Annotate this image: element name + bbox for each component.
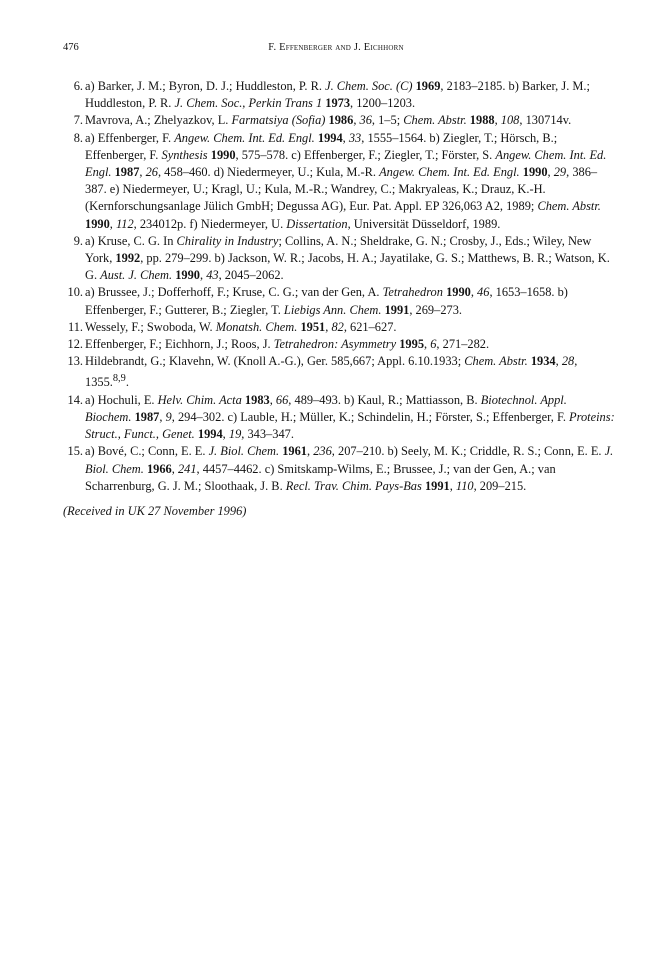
reference-text: a) Brussee, J.; Dofferhoff, F.; Kruse, C. G.; van der Gen, A. Tetrahedron 1990, 46, 1653–1658. b) Effenberger, F.; Gutterer, B.; Ziegler, T. Liebigs Ann. Chem. 1991, 269–273. (85, 285, 568, 317)
page-number: 476 (63, 42, 79, 53)
reference-item (63, 112, 615, 129)
reference-item (63, 353, 615, 392)
running-head (63, 40, 609, 56)
reference-number: 6. (73, 79, 83, 93)
reference-number: 14. (67, 392, 83, 407)
reference-item (63, 233, 615, 285)
reference-item (63, 336, 615, 353)
reference-item (63, 443, 615, 495)
reference-list (63, 78, 615, 495)
reference-text: a) Kruse, C. G. In Chirality in Industry; Collins, A. N.; Sheldrake, G. N.; Crosby, J., Eds.; Wiley, New York, 1992, pp. 279–299. b) Jackson, W. R.; Jacobs, H. A.; Jayatilake, G. S.; Matthews, B. R.; Watson, K. G. Aust. J. Chem. 1990, 43, 2045–2062. (85, 233, 610, 283)
reference-text: a) Hochuli, E. Helv. Chim. Acta 1983, 66, 489–493. b) Kaul, R.; Mattiasson, B. Biotechnol. Appl. Biochem. 1987, 9, 294–302. c) Lauble, H.; Müller, K.; Schindelin, H.; Förster, S.; Effenberger, F. Proteins: Struct., Funct., Genet. 1994, 19, 343–347. (85, 392, 615, 442)
running-title: F. Effenberger and J. Eichhorn (268, 42, 404, 53)
reference-item (63, 319, 615, 336)
received-date: (Received in UK 27 November 1996) (63, 504, 247, 518)
reference-number: 9. (73, 233, 83, 248)
reference-text: Hildebrandt, G.; Klavehn, W. (Knoll A.-G.), Ger. 585,667; Appl. 6.10.1933; Chem. Abstr. 1934, 28, 1355.$^{8,9}$. (85, 354, 578, 390)
reference-number: 10. (67, 285, 83, 300)
reference-item (63, 78, 615, 112)
reference-text: a) Effenberger, F. Angew. Chem. Int. Ed. Engl. 1994, 33, 1555–1564. b) Ziegler, T.; Hörsch, B.; Effenberger, F. Synthesis 1990, 575–578. c) Effenberger, F.; Ziegler, T.; Förster, S. Angew. Chem. Int. Ed. Engl. 1987, 26, 458–460. d) Niedermeyer, U.; Kula, M.-R. Angew. Chem. Int. Ed. Engl. 1990, 29, 386–387. e) Niedermeyer, U.; Kragl, U.; Kula, M.-R.; Wandrey, C.; Makryaleas, K.; Drauz, K.-H. (Kernforschungsanlage Jülich GmbH; Degussa AG), Eur. Pat. Appl. EP 326,063 A2, 1989; Chem. Abstr. 1990, 112, 234012p. f) Niedermeyer, U. Dissertation, Universität Düsseldorf, 1989. (85, 130, 607, 231)
reference-text: Wessely, F.; Swoboda, W. Monatsh. Chem. 1951, 82, 621–627. (85, 319, 397, 334)
reference-number: 8. (73, 130, 83, 145)
reference-number: 7. (73, 113, 83, 128)
reference-number: 15. (67, 444, 83, 459)
reference-text: Effenberger, F.; Eichhorn, J.; Roos, J. Tetrahedron: Asymmetry 1995, 6, 271–282. (85, 337, 490, 352)
reference-number: 12. (67, 337, 83, 352)
reference-text: Mavrova, A.; Zhelyazkov, L. Farmatsiya (Sofia) 1986, 36, 1–5; Chem. Abstr. 1988, 108, 130714v. (85, 113, 572, 128)
reference-number: 13. (67, 354, 83, 369)
reference-item (63, 284, 615, 318)
reference-item (63, 392, 615, 444)
reference-number: 11. (67, 319, 83, 334)
reference-text: a) Barker, J. M.; Byron, D. J.; Huddleston, P. R. J. Chem. Soc. (C) 1969, 2183–2185. b) Barker, J. M.; Huddleston, P. R. J. Chem. Soc., Perkin Trans 1 1973, 1200–1203. (85, 79, 590, 111)
reference-item (63, 130, 615, 233)
reference-text: a) Bové, C.; Conn, E. E. J. Biol. Chem. 1961, 236, 207–210. b) Seely, M. K.; Criddle, R. S.; Conn, E. E. J. Biol. Chem. 1966, 241, 4457–4462. c) Smitskamp-Wilms, E.; Brussee, J.; van der Gen, A.; van Scharrenburg, G. J. M.; Sloothaak, J. B. Recl. Trav. Chim. Pays-Bas 1991, 110, 209–215. (85, 444, 614, 493)
